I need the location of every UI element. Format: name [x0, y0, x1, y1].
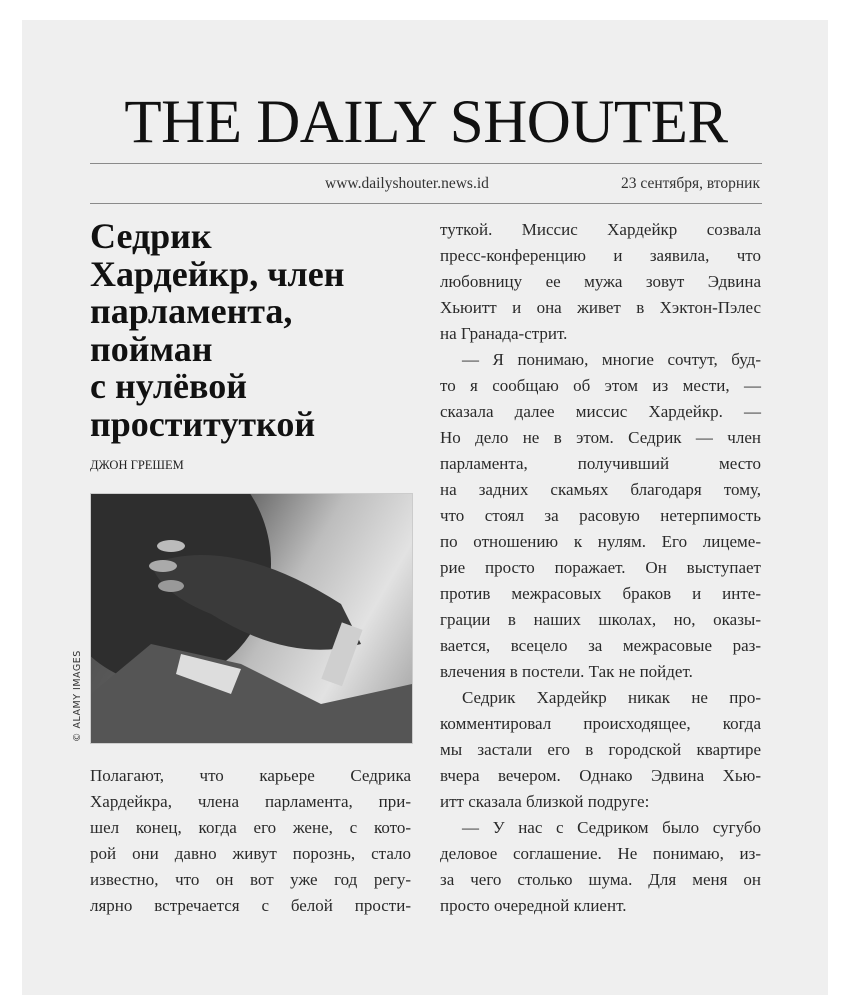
body-text-line: деловое соглашение. Не понимаю, из-	[440, 844, 761, 863]
headline-line: пойман	[90, 328, 213, 369]
body-text-line: — Я понимаю, многие сочтут, буд-	[462, 350, 761, 369]
masthead-title: THE DAILY SHOUTER	[124, 89, 728, 156]
body-text-line: вчера вечером. Однако Эдвина Хью-	[440, 766, 761, 785]
body-text-line: сказала далее миссис Хардейкр. —	[440, 402, 761, 421]
body-text-line: Седрик Хардейкр никак не про-	[462, 688, 761, 707]
body-text-line: — У нас с Седриком было сугубо	[462, 818, 761, 837]
headline-line: с нулёвой	[90, 366, 247, 406]
body-text-line: то я сообщаю об этом из мести, —	[440, 376, 761, 395]
body-text-line: Хардейкра, члена парламента, при-	[90, 792, 411, 811]
body-text-line: за чего столько шума. Для меня он	[440, 870, 761, 889]
body-text-line: рие просто поражает. Он выступает	[440, 558, 761, 577]
article-headline	[90, 218, 420, 443]
article-byline: ДЖОН ГРЕШЕМ	[90, 458, 184, 472]
photo-credit: © ALAMY IMAGES	[72, 650, 83, 742]
body-text-line: просто очередной клиент.	[440, 896, 627, 915]
body-text-line: пресс-конференцию и заявила, что	[440, 246, 761, 265]
body-text-line: влечения в постели. Так не пойдет.	[440, 662, 693, 681]
photo-illustration	[91, 494, 412, 743]
body-text-line: рой они давно живут порознь, стало	[90, 844, 411, 863]
article-body-left-column	[90, 763, 411, 919]
divider	[90, 203, 762, 204]
body-text-line: что стоял за расовую нетерпимость	[440, 506, 761, 525]
divider	[90, 163, 762, 164]
article-body-right-column	[440, 217, 761, 919]
headline-line: Седрик	[90, 216, 212, 256]
body-text-line: на Гранада-стрит.	[440, 324, 568, 343]
masthead-url: www.dailyshouter.news.id	[325, 175, 489, 192]
headline-line: Хардейкр, член	[90, 253, 345, 294]
body-text-line: на задних скамьях благодаря тому,	[440, 480, 761, 499]
body-text-line: комментировал происходящее, когда	[440, 714, 761, 733]
masthead-date: 23 сентября, вторник	[621, 175, 760, 192]
headline-line: парламента,	[90, 291, 293, 331]
body-text-line: любовницу ее мужа зовут Эдвина	[440, 272, 761, 291]
body-text-line: шел конец, когда его жене, с кото-	[90, 818, 411, 837]
body-text-line: туткой. Миссис Хардейкр созвала	[440, 220, 761, 239]
body-text-line: известно, что он вот уже год регу-	[90, 870, 411, 889]
body-text-line: вается, всецело за межрасовые раз-	[440, 636, 761, 655]
body-text-line: против межрасовых браков и инте-	[440, 584, 761, 603]
body-text-line: по отношению к нулям. Его лицеме-	[440, 532, 761, 551]
body-text-line: мы застали его в городской квартире	[440, 740, 761, 759]
body-text-line: Хьюитт и она живет в Хэктон-Пэлес	[440, 298, 761, 317]
headline-line: проституткой	[90, 403, 316, 444]
article-photo	[90, 493, 413, 744]
body-text-line: грации в наших школах, но, оказы-	[440, 610, 761, 629]
body-text-line: парламента, получивший место	[440, 454, 761, 473]
body-text-line: лярно встречается с белой прости-	[90, 896, 411, 915]
body-text-line: Но дело не в этом. Седрик — член	[440, 428, 761, 447]
body-text-line: Полагают, что карьере Седрика	[90, 766, 411, 785]
body-text-line: итт сказала близкой подруге:	[440, 792, 650, 811]
